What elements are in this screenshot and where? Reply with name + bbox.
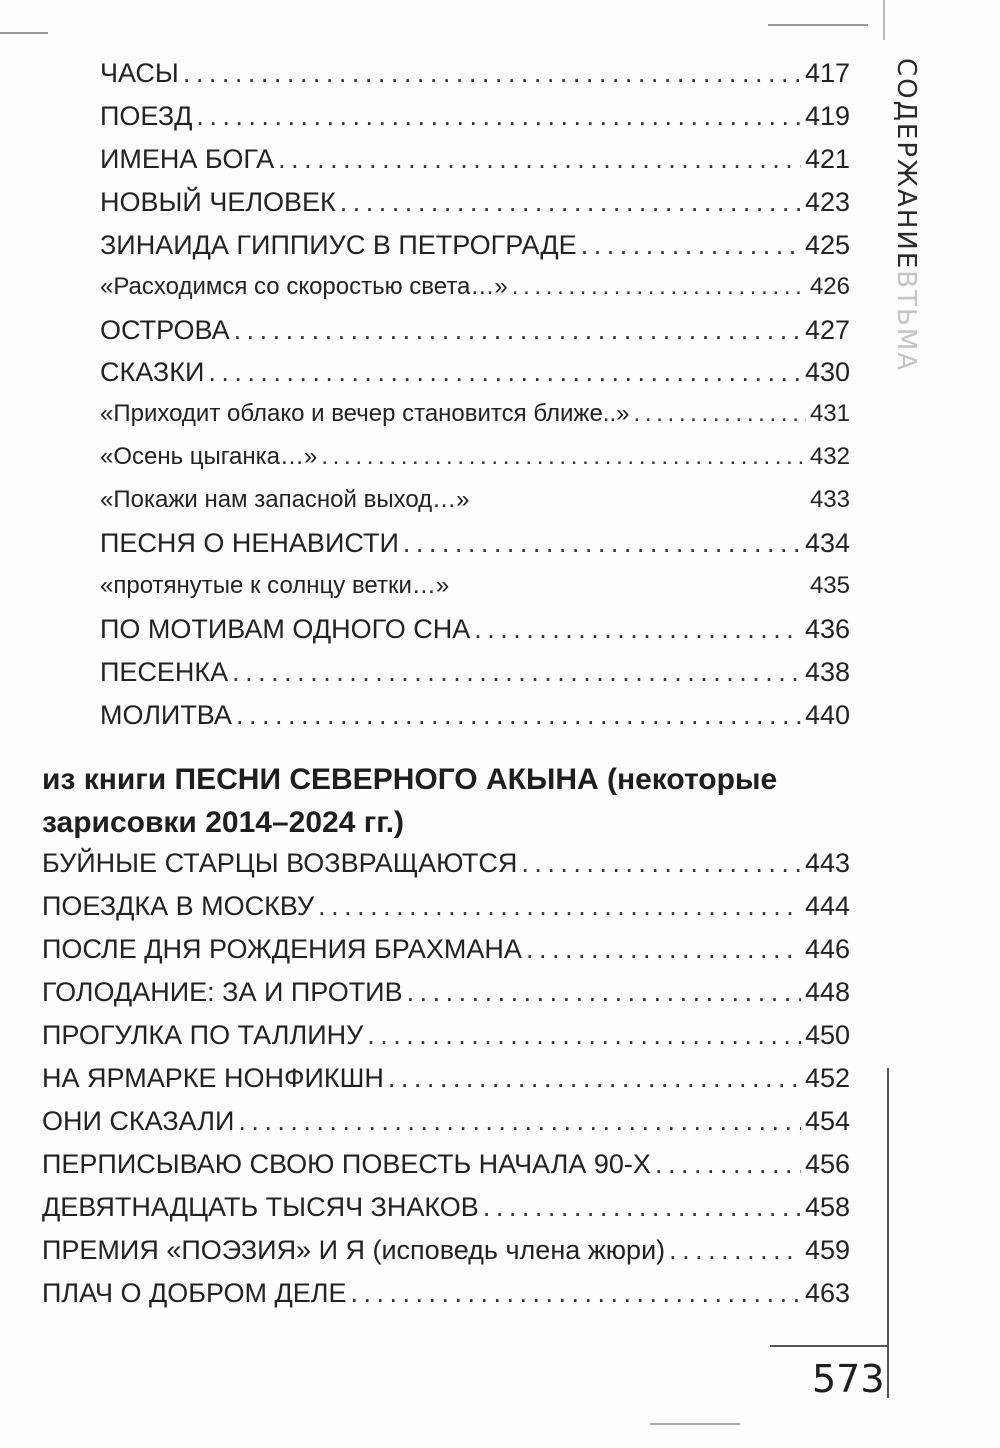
toc-entry-page: 435 <box>809 572 850 599</box>
toc-entry-title: ИМЕНА БОГА <box>100 144 275 174</box>
top-left-rule <box>0 32 48 34</box>
running-header <box>893 58 919 372</box>
toc-entry-title: «протянутые к солнцу ветки…» <box>100 572 450 599</box>
leader-dots <box>521 847 801 879</box>
section-title: из книги ПЕСНИ СЕВЕРНОГО АКЫНА (некоторые зарисовки 2014–2024 гг.) <box>42 763 778 839</box>
leader-dots <box>669 1234 801 1266</box>
toc-entry <box>100 656 850 688</box>
toc-entry-title: ПРОГУЛКА ПО ТАЛЛИНУ <box>42 1020 364 1050</box>
toc-entry-title: ОСТРОВА <box>100 315 230 345</box>
leader-dots <box>512 273 806 302</box>
toc-entry <box>100 572 850 601</box>
toc-entry <box>42 890 850 922</box>
leader-dots <box>318 890 801 922</box>
leader-dots <box>196 100 801 132</box>
toc-entry-page: 458 <box>804 1192 850 1222</box>
toc-entry-title: ПЕСНЯ О НЕНАВИСТИ <box>100 528 399 558</box>
footer-rule <box>770 1345 888 1347</box>
toc-entry-page: 438 <box>804 657 850 687</box>
toc-entry-page: 423 <box>804 187 850 217</box>
leader-dots <box>234 314 801 346</box>
leader-dots <box>483 1191 801 1223</box>
toc-entry-page: 421 <box>804 144 850 174</box>
toc-entry <box>100 229 850 261</box>
toc-entry-page: 425 <box>804 230 850 260</box>
toc-entry <box>42 847 850 879</box>
toc-entry-page: 443 <box>804 848 850 878</box>
page-number: 573 <box>812 1357 885 1401</box>
toc-entry-title: «Покажи нам запасной выход…» <box>100 486 470 513</box>
toc-entry <box>100 143 850 175</box>
leader-dots <box>655 1148 801 1180</box>
toc-entry-title: ПЕРПИСЫВАЮ СВОЮ ПОВЕСТЬ НАЧАЛА 90-Х <box>42 1149 651 1179</box>
right-vertical-rule-top <box>883 0 885 40</box>
toc-entry-title: «Осень цыганка…» <box>100 443 318 470</box>
toc-entry-title: ДЕВЯТНАДЦАТЬ ТЫСЯЧ ЗНАКОВ <box>42 1192 479 1222</box>
toc-entry-page: 434 <box>804 528 850 558</box>
leader-dots <box>407 976 801 1008</box>
toc-entry-title: БУЙНЫЕ СТАРЦЫ ВОЗВРАЩАЮТСЯ <box>42 848 518 878</box>
leader-dots <box>581 229 801 261</box>
toc-entry-page: 446 <box>804 934 850 964</box>
toc-entry <box>100 186 850 218</box>
leader-dots <box>474 613 801 645</box>
toc-entry <box>100 613 850 645</box>
toc-entry-title: ОНИ СКАЗАЛИ <box>42 1106 235 1136</box>
right-vertical-rule-bottom <box>887 1068 889 1398</box>
toc-entry <box>100 314 850 346</box>
toc-entry-title: ЧАСЫ <box>100 58 179 88</box>
leader-dots <box>350 1277 800 1309</box>
leader-dots <box>278 143 801 175</box>
toc-entry <box>42 1234 850 1266</box>
leader-dots <box>208 356 801 388</box>
leader-dots <box>403 527 801 559</box>
toc-entry-page: 436 <box>804 614 850 644</box>
toc-entry <box>42 976 850 1008</box>
toc-entry-title: ПРЕМИЯ «ПОЭЗИЯ» И Я (исповедь члена жюри) <box>42 1235 666 1265</box>
toc-entry-page: 452 <box>804 1063 850 1093</box>
toc-entry-page: 450 <box>804 1020 850 1050</box>
toc-entry <box>42 1105 850 1137</box>
running-header-faint-text: ВТЬМА <box>891 270 921 373</box>
toc-entry-title: ПОСЛЕ ДНЯ РОЖДЕНИЯ БРАХМАНА <box>42 934 522 964</box>
top-right-rule <box>768 24 868 26</box>
toc-entry <box>42 1148 850 1180</box>
toc-entry-page: 444 <box>804 891 850 921</box>
toc-entry-title: НА ЯРМАРКЕ НОНФИКШН <box>42 1063 384 1093</box>
leader-dots <box>388 1062 801 1094</box>
toc-entry-title: ПО МОТИВАМ ОДНОГО СНА <box>100 614 471 644</box>
toc-entry-title: МОЛИТВА <box>100 700 232 730</box>
toc-entry-title: ПЕСЕНКА <box>100 657 229 687</box>
leader-dots <box>340 186 801 218</box>
toc-entry <box>42 1019 850 1051</box>
leader-dots <box>633 400 805 429</box>
toc-entry <box>42 1062 850 1094</box>
toc-entry-page: 431 <box>809 400 850 427</box>
leader-dots <box>238 1105 801 1137</box>
toc-entry-page: 440 <box>804 700 850 730</box>
toc-entry-page: 419 <box>804 101 850 131</box>
leader-dots <box>321 443 806 472</box>
leader-dots <box>367 1019 801 1051</box>
toc-entry <box>42 1191 850 1223</box>
toc-entry-page: 448 <box>804 977 850 1007</box>
toc-entry <box>100 443 850 472</box>
toc-entry-title: ПОЕЗДКА В МОСКВУ <box>42 891 315 921</box>
toc-entry <box>100 527 850 559</box>
toc-entry-page: 427 <box>804 315 850 345</box>
toc-entry <box>100 356 850 388</box>
toc-entry <box>100 400 850 429</box>
toc-entry <box>100 273 850 302</box>
toc-entry <box>42 1277 850 1309</box>
toc-entry <box>100 100 850 132</box>
toc-entry-page: 417 <box>804 58 850 88</box>
toc-entry-title: «Приходит облако и вечер становится ближе..» <box>100 400 630 427</box>
leader-dots <box>232 656 801 688</box>
toc-entry-title: ПОЕЗД <box>100 101 193 131</box>
toc-entry-page: 433 <box>809 486 850 513</box>
leader-dots <box>526 933 801 965</box>
toc-entry-title: ГОЛОДАНИЕ: ЗА И ПРОТИВ <box>42 977 403 1007</box>
toc-entry-page: 432 <box>809 443 850 470</box>
toc-entry-title: «Расходимся со скоростью света…» <box>100 273 508 300</box>
toc-entry-page: 430 <box>804 357 850 387</box>
leader-dots <box>236 699 801 731</box>
leader-dots <box>183 57 801 89</box>
toc-entry-page: 459 <box>804 1235 850 1265</box>
toc-entry <box>100 486 850 515</box>
running-header-text: СОДЕРЖАНИЕ <box>891 58 921 271</box>
toc-entry <box>100 57 850 89</box>
toc-entry-page: 426 <box>809 273 850 300</box>
toc-entry-page: 454 <box>804 1106 850 1136</box>
toc-entry-title: СКАЗКИ <box>100 357 205 387</box>
toc-entry-title: ПЛАЧ О ДОБРОМ ДЕЛЕ <box>42 1278 347 1308</box>
toc-entry <box>100 699 850 731</box>
bottom-rule <box>650 1423 740 1425</box>
toc-entry <box>42 933 850 965</box>
toc-entry-title: ЗИНАИДА ГИППИУС В ПЕТРОГРАДЕ <box>100 230 577 260</box>
toc-entry-title: НОВЫЙ ЧЕЛОВЕК <box>100 187 336 217</box>
toc-entry-page: 456 <box>804 1149 850 1179</box>
toc-entry-page: 463 <box>804 1278 850 1308</box>
